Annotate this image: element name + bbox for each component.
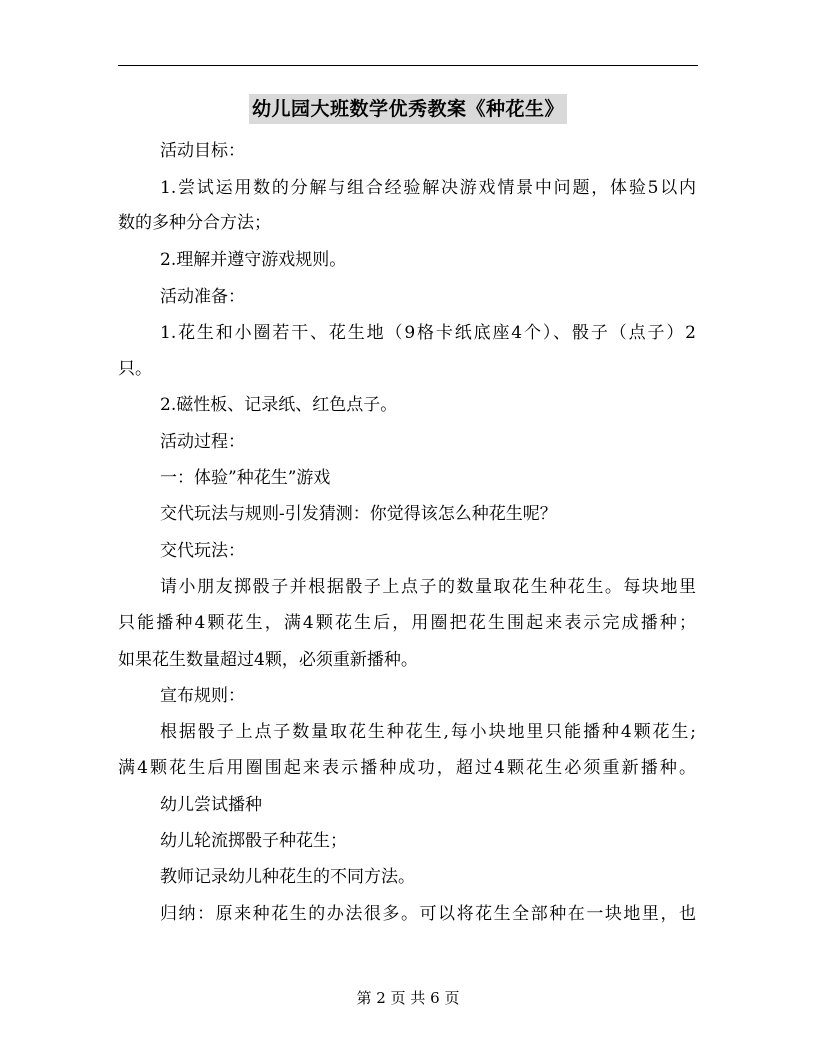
- header-rule: [118, 65, 698, 66]
- paragraph-line: 活动过程：: [160, 432, 245, 452]
- paragraph-line: 只能播种4颗花生，满4颗花生后，用圈把花生围起来表示完成播种；: [118, 613, 696, 633]
- paragraph-line: 交代玩法与规则-引发猜测：你觉得该怎么种花生呢？: [160, 504, 557, 524]
- paragraph-line: 幼儿尝试播种: [160, 795, 262, 815]
- paragraph-line: 根据骰子上点子数量取花生种花生,每小块地里只能播种4颗花生;: [160, 722, 696, 742]
- paragraph-line: 如果花生数量超过4颗，必须重新播种。: [118, 650, 418, 670]
- document-title: 幼儿园大班数学优秀教案《种花生》: [249, 94, 567, 124]
- paragraph-line: 请小朋友掷骰子并根据骰子上点子的数量取花生种花生。每块地里: [160, 577, 696, 597]
- paragraph-line: 1.尝试运用数的分解与组合经验解决游戏情景中问题，体验5以内: [160, 178, 696, 198]
- paragraph-line: 宣布规则：: [160, 686, 245, 706]
- paragraph-line: 归纳：原来种花生的办法很多。可以将花生全部种在一块地里，也: [160, 904, 696, 924]
- paragraph-line: 教师记录幼儿种花生的不同方法。: [160, 867, 415, 887]
- paragraph-line: 活动目标：: [160, 141, 245, 161]
- paragraph-line: 幼儿轮流掷骰子种花生；: [160, 831, 347, 851]
- page-footer: 第 2 页 共 6 页: [356, 989, 460, 1007]
- paragraph-line: 交代玩法：: [160, 541, 245, 561]
- paragraph-line: 一：体验”种花生”游戏: [160, 468, 331, 488]
- paragraph-line: 活动准备：: [160, 287, 245, 307]
- title-container: [0, 94, 816, 124]
- paragraph-line: 2.理解并遵守游戏规则。: [160, 250, 347, 270]
- paragraph-line: 1.花生和小圈若干、花生地（9格卡纸底座4个）、骰子（点子）2: [160, 323, 696, 343]
- paragraph-line: 数的多种分合方法；: [118, 213, 271, 233]
- paragraph-line: 只。: [118, 359, 152, 379]
- paragraph-line: 满4颗花生后用圈围起来表示播种成功，超过4颗花生必须重新播种。: [118, 758, 696, 778]
- paragraph-line: 2.磁性板、记录纸、红色点子。: [160, 395, 398, 415]
